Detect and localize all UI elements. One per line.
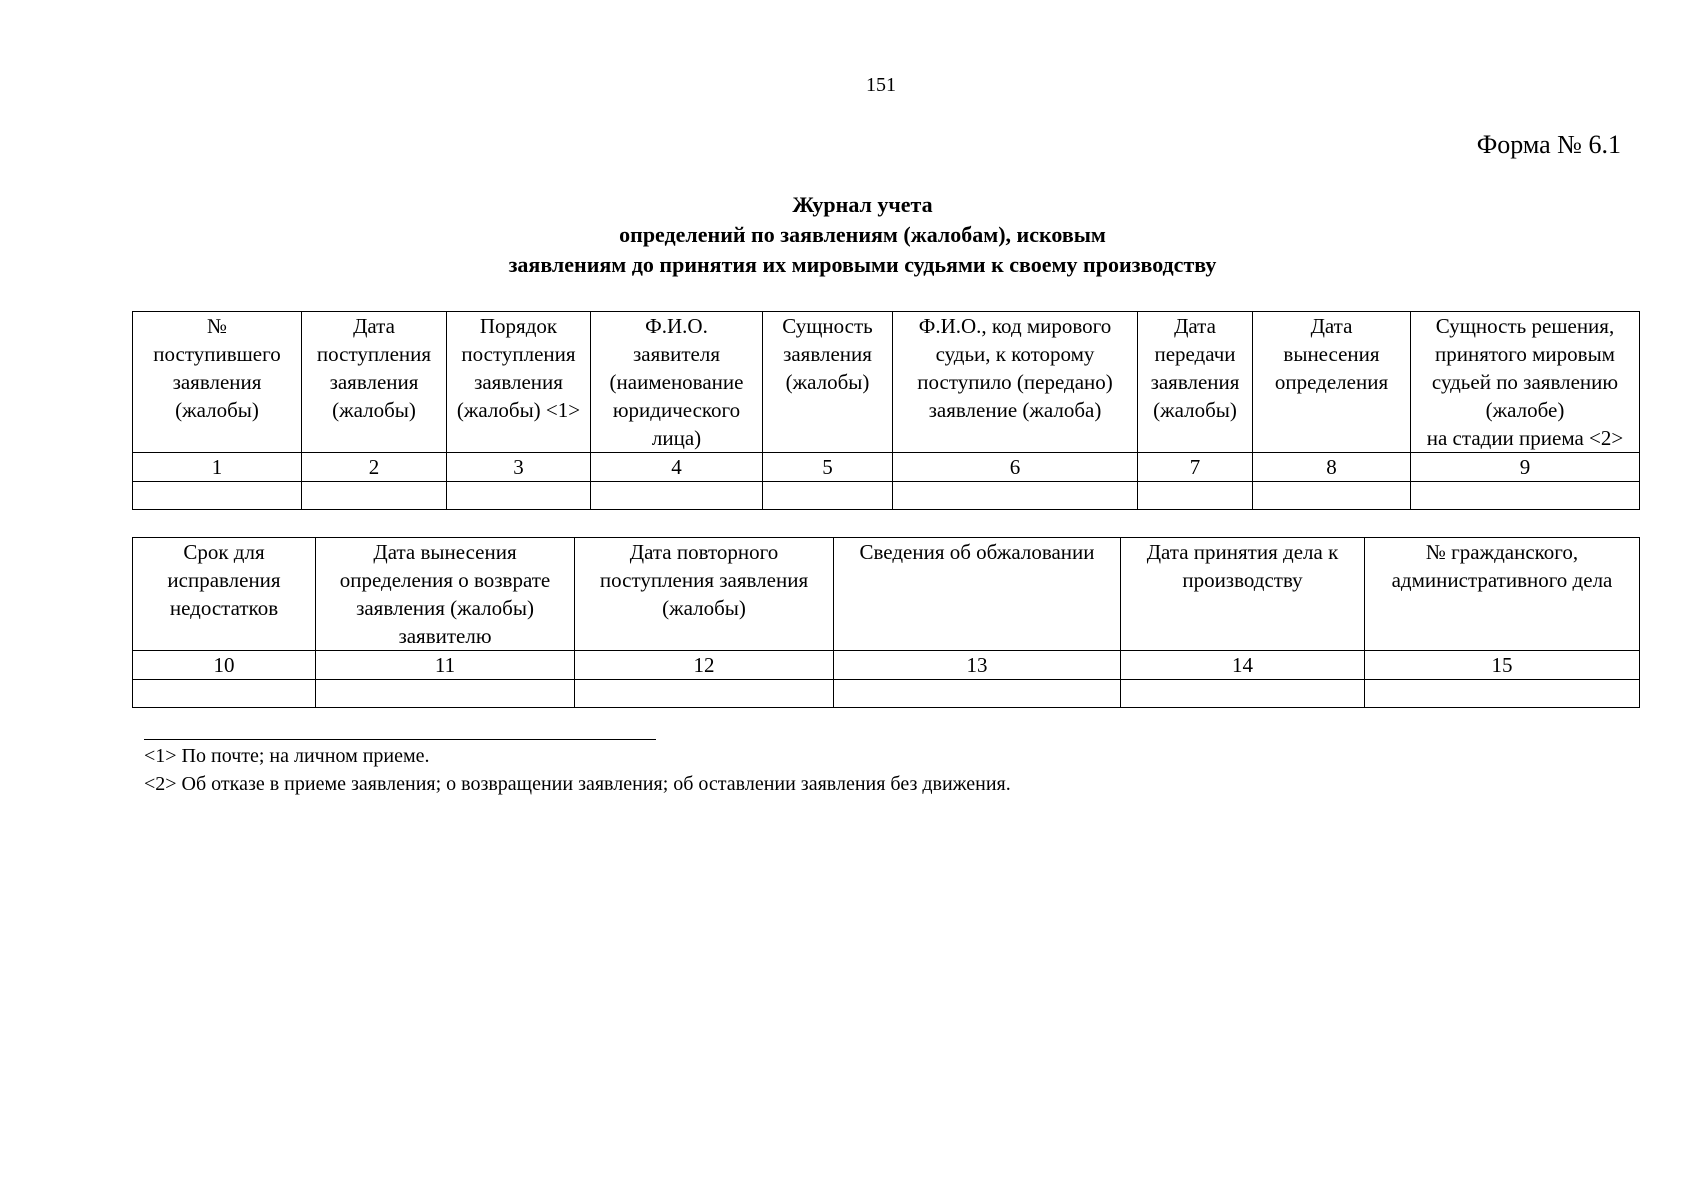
column-number: 15 [1365, 651, 1640, 680]
column-number: 12 [575, 651, 834, 680]
empty-cell [302, 482, 447, 510]
column-header: Срок для исправления недостатков [133, 538, 316, 651]
page-number: 151 [866, 74, 896, 96]
table-2-empty-row [133, 680, 1640, 708]
empty-cell [133, 482, 302, 510]
footnote-2: <2> Об отказе в приеме заявления; о возвращении заявления; об оставлении заявления без движения. [144, 773, 1011, 795]
column-number: 11 [316, 651, 575, 680]
column-number: 7 [1138, 453, 1253, 482]
footnote-separator [144, 739, 656, 740]
table-2-number-row [133, 651, 1640, 680]
empty-cell [316, 680, 575, 708]
column-header: Порядок поступления заявления (жалобы) <1> [447, 312, 591, 453]
empty-cell [1365, 680, 1640, 708]
column-header: № гражданского, административного дела [1365, 538, 1640, 651]
title-line-3: заявлениям до принятия их мировыми судьями к своему производству [508, 252, 1217, 277]
table-2-header-row [133, 538, 1640, 651]
column-number: 14 [1121, 651, 1365, 680]
table-1-empty-row [133, 482, 1640, 510]
column-header: Сведения об обжаловании [834, 538, 1121, 651]
column-number: 6 [893, 453, 1138, 482]
form-number: Форма № 6.1 [1476, 130, 1621, 159]
empty-cell [591, 482, 763, 510]
document-title [0, 190, 1698, 280]
column-number: 1 [133, 453, 302, 482]
column-number: 5 [763, 453, 893, 482]
column-number: 4 [591, 453, 763, 482]
journal-table-part-1 [132, 311, 1640, 510]
table-1-number-row [133, 453, 1640, 482]
empty-cell [1253, 482, 1411, 510]
column-header: Дата принятия дела к производству [1121, 538, 1365, 651]
column-number: 10 [133, 651, 316, 680]
column-header: Дата вынесения определения о возврате заявления (жалобы) заявителю [316, 538, 575, 651]
column-header: № поступившего заявления (жалобы) [133, 312, 302, 453]
column-number: 2 [302, 453, 447, 482]
empty-cell [834, 680, 1121, 708]
column-number: 13 [834, 651, 1121, 680]
empty-cell [893, 482, 1138, 510]
empty-cell [133, 680, 316, 708]
column-header: Сущность заявления (жалобы) [763, 312, 893, 453]
empty-cell [447, 482, 591, 510]
footnotes [144, 742, 1141, 798]
column-header: Дата поступления заявления (жалобы) [302, 312, 447, 453]
empty-cell [575, 680, 834, 708]
column-header: Ф.И.О., код мирового судьи, к которому поступило (передано) заявление (жалоба) [893, 312, 1138, 453]
empty-cell [1411, 482, 1640, 510]
empty-cell [1121, 680, 1365, 708]
title-line-1: Журнал учета [792, 192, 933, 217]
column-number: 3 [447, 453, 591, 482]
column-header: Дата повторного поступления заявления (жалобы) [575, 538, 834, 651]
table-1-header-row [133, 312, 1640, 453]
column-header: Сущность решения, принятого мировым судьей по заявлению (жалобе) на стадии приема <2> [1411, 312, 1640, 453]
column-header: Дата передачи заявления (жалобы) [1138, 312, 1253, 453]
title-line-2: определений по заявлениям (жалобам), исковым [619, 222, 1106, 247]
column-number: 8 [1253, 453, 1411, 482]
column-number: 9 [1411, 453, 1640, 482]
column-header: Ф.И.О. заявителя (наименование юридического лица) [591, 312, 763, 453]
footnote-1: <1> По почте; на личном приеме. [144, 745, 430, 767]
journal-table-part-2 [132, 537, 1640, 708]
empty-cell [763, 482, 893, 510]
empty-cell [1138, 482, 1253, 510]
column-header: Дата вынесения определения [1253, 312, 1411, 453]
